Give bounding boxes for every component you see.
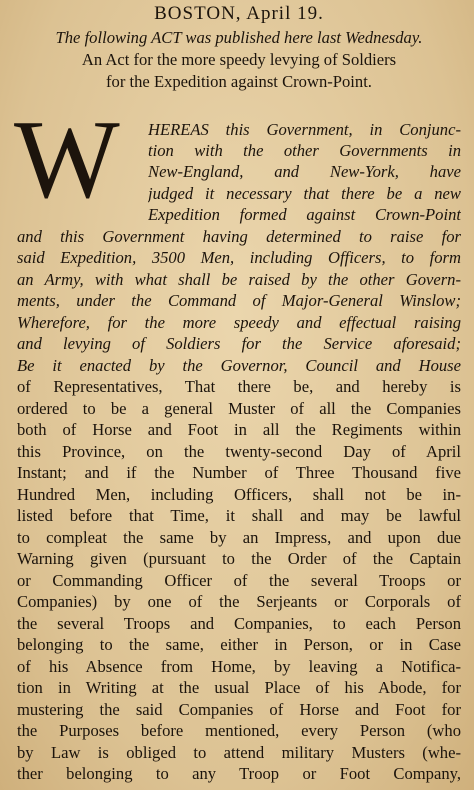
- body-line: Be it enacted by the Governor, Council and House: [17, 356, 461, 375]
- body-line: and levying of Soldiers for the Service aforesaid;: [17, 334, 461, 353]
- drop-cap: W: [14, 98, 120, 222]
- body-line: both of Horse and Foot in all the Regiments within: [17, 420, 461, 439]
- body-line: or Commanding Officer of the several Troops or: [17, 571, 461, 590]
- act-title-line-1: An Act for the more speedy levying of Soldiers: [81, 50, 397, 69]
- body-line: by Law is obliged to attend military Musters (whe-: [17, 743, 461, 762]
- dropcap-line: New-England, and New-York, have: [148, 162, 461, 181]
- body-line: this Province, on the twenty-second Day of April: [17, 442, 461, 461]
- dropcap-line: judged it necessary that there be a new: [148, 184, 461, 203]
- body-line: Hundred Men, including Officers, shall not be in-: [17, 485, 461, 504]
- body-line: Warning given (pursuant to the Order of the Captain: [17, 549, 461, 568]
- body-line: belonging to the same, either in Person, or in Case: [17, 635, 461, 654]
- body-line: an Army, with what shall be raised by the other Govern-: [17, 270, 461, 289]
- body-line: said Expedition, 3500 Men, including Officers, to form: [17, 248, 461, 267]
- dropcap-line: HEREAS this Government, in Conjunc-: [148, 120, 461, 139]
- body-line: of Representatives, That there be, and hereby is: [17, 377, 461, 396]
- body-line: to compleat the same by an Impress, and upon due: [17, 528, 461, 547]
- body-line: ther belonging to any Troop or Foot Company,: [17, 764, 461, 783]
- body-line: Companies) by one of the Serjeants or Corporals of: [17, 592, 461, 611]
- body-line: Wherefore, for the more speedy and effectual raising: [17, 313, 461, 332]
- body-line: of his Absence from Home, by leaving a Notifica-: [17, 657, 461, 676]
- body-line: ordered to be a general Muster of all the Companies: [17, 399, 461, 418]
- body-line: mustering the said Companies of Horse and Foot for: [17, 700, 461, 719]
- body-line: Instant; and if the Number of Three Thousand five: [17, 463, 461, 482]
- dropcap-line: tion with the other Governments in: [148, 141, 461, 160]
- act-title-line-2: for the Expedition against Crown-Point.: [106, 72, 372, 91]
- body-line: tion in Writing at the usual Place of his Abode, for: [17, 678, 461, 697]
- intro-line: The following ACT was published here last Wednesday.: [55, 28, 423, 47]
- body-line: ments, under the Command of Major-General Winslow;: [17, 291, 461, 310]
- body-line: listed before that Time, it shall and may be lawful: [17, 506, 461, 525]
- dropcap-line: Expedition formed against Crown-Point: [148, 205, 461, 224]
- dateline: BOSTON, April 19.: [154, 4, 324, 24]
- body-line: the Purposes before mentioned, every Person (who: [17, 721, 461, 740]
- body-line: the several Troops and Companies, to each Person: [17, 614, 461, 633]
- body-line: and this Government having determined to raise for: [17, 227, 461, 246]
